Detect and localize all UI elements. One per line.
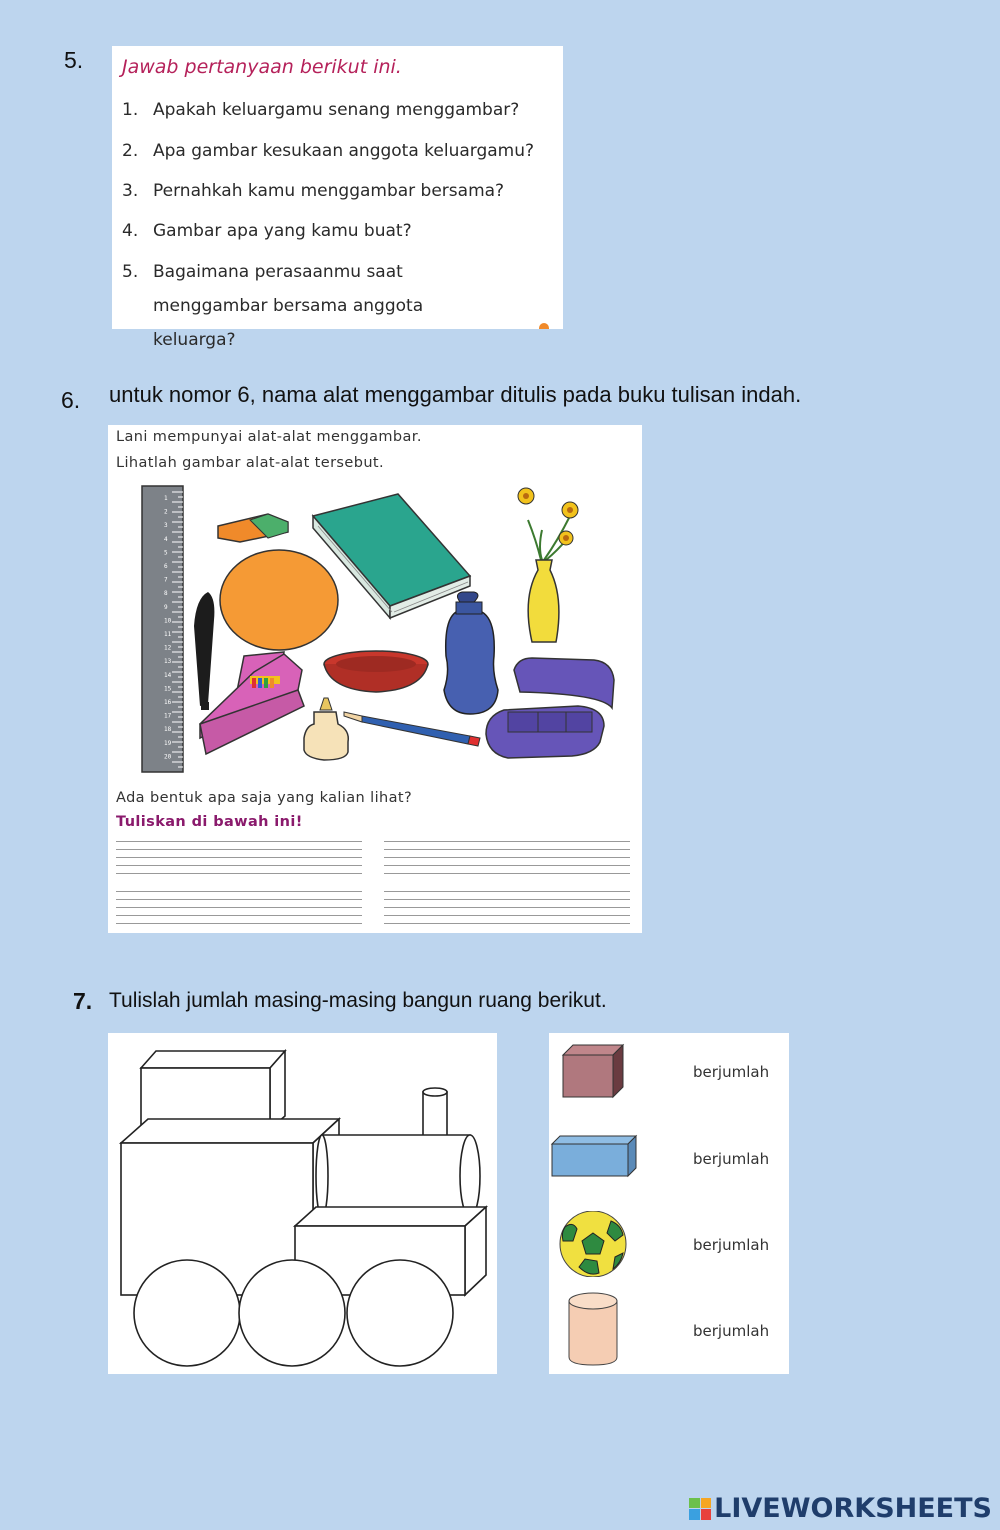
ruler-number: 14 <box>164 671 172 679</box>
shape-count-label: berjumlah <box>693 1150 770 1168</box>
question-5-title: Jawab pertanyaan berikut ini. <box>122 56 402 78</box>
ruler-number: 2 <box>164 508 168 516</box>
ruler-number: 19 <box>164 739 172 747</box>
ruler-number: 18 <box>164 726 172 734</box>
ruler-number: 17 <box>164 712 172 720</box>
eraser-icon <box>218 514 288 542</box>
intro-line-2: Lihatlah gambar alat-alat tersebut. <box>116 455 384 471</box>
train-drawing <box>108 1033 497 1374</box>
cuboid-icon <box>550 1134 638 1178</box>
ruler-number: 4 <box>164 535 168 543</box>
flower-vase-icon <box>518 488 578 642</box>
lunchbox-icon <box>486 658 614 758</box>
shape-count-label: berjumlah <box>693 1322 770 1340</box>
shape-count-label: berjumlah <box>693 1236 770 1254</box>
cube-icon <box>561 1043 625 1099</box>
item-number: 2. <box>122 141 139 161</box>
glue-bottle-icon <box>304 698 348 760</box>
ruler-number: 16 <box>164 699 172 706</box>
item-number: 3. <box>122 181 139 201</box>
question-6-instruction: untuk nomor 6, nama alat menggambar ditulis pada buku tulisan indah. <box>109 382 802 407</box>
item-text: Gambar apa yang kamu buat? <box>153 221 412 241</box>
ruler-number: 15 <box>164 685 172 693</box>
question-5-number: 5. <box>64 47 84 73</box>
water-bottle-icon <box>444 592 498 714</box>
item-text: Bagaimana perasaanmu saat menggambar bersama anggota keluarga? <box>153 262 424 350</box>
ruler-number: 8 <box>164 590 168 598</box>
question-5-item <box>122 178 558 204</box>
cylinder-icon <box>565 1291 621 1367</box>
item-text: Apakah keluargamu senang menggambar? <box>153 100 520 120</box>
ruler-number: 20 <box>164 753 172 761</box>
question-7-number: 7. <box>73 988 93 1014</box>
brand-name: LIVEWORKSHEETS <box>714 1493 992 1524</box>
ruler-number: 1 <box>164 495 168 502</box>
liveworksheets-logo-icon <box>689 1498 711 1520</box>
drawing-tools-illustration <box>108 480 642 780</box>
intro-line-1: Lani mempunyai alat-alat menggambar. <box>116 429 422 445</box>
ruler-number: 3 <box>164 522 168 530</box>
bowl-icon <box>324 651 428 692</box>
question-6-card <box>108 425 642 933</box>
item-text: Pernahkah kamu menggambar bersama? <box>153 181 505 201</box>
writing-lines-right-bottom[interactable] <box>384 891 630 931</box>
ruler-number: 9 <box>164 603 168 611</box>
question-5-item <box>122 259 493 357</box>
item-number: 1. <box>122 100 139 120</box>
question-7-instruction: Tulislah jumlah masing-masing bangun ruang berikut. <box>109 989 607 1012</box>
writing-lines-right-top[interactable] <box>384 841 630 881</box>
question-5-item <box>122 138 558 164</box>
orange-dot-decoration <box>539 323 549 329</box>
shapes-card <box>549 1033 789 1374</box>
question-5-card <box>112 46 563 350</box>
liveworksheets-logo <box>689 1493 992 1524</box>
item-text: Apa gambar kesukaan anggota keluargamu? <box>153 141 535 161</box>
shape-question: Ada bentuk apa saja yang kalian lihat? <box>116 790 413 806</box>
item-number: 5. <box>122 262 139 282</box>
question-5-item <box>122 97 558 123</box>
item-number: 4. <box>122 221 139 241</box>
write-prompt: Tuliskan di bawah ini! <box>116 814 303 830</box>
ruler-number: 12 <box>164 644 172 652</box>
ruler-number: 13 <box>164 658 172 666</box>
ruler-number: 6 <box>164 563 168 570</box>
orange-circle-icon <box>220 550 338 650</box>
ruler-number: 11 <box>164 631 172 638</box>
ball-icon <box>557 1211 629 1277</box>
ruler-number: 5 <box>164 549 168 557</box>
marker-icon <box>194 592 214 710</box>
ruler-icon <box>142 486 183 772</box>
ruler-number: 7 <box>164 576 168 584</box>
ruler-number: 10 <box>164 617 172 625</box>
train-card <box>108 1033 497 1374</box>
shape-count-label: berjumlah <box>693 1063 770 1081</box>
question-6-number: 6. <box>61 387 81 413</box>
pencil-icon <box>344 712 480 746</box>
question-5-item <box>122 218 558 244</box>
writing-lines-left-bottom[interactable] <box>116 891 362 931</box>
pencil-case-icon <box>200 652 304 754</box>
writing-lines-left-top <box>116 841 362 881</box>
